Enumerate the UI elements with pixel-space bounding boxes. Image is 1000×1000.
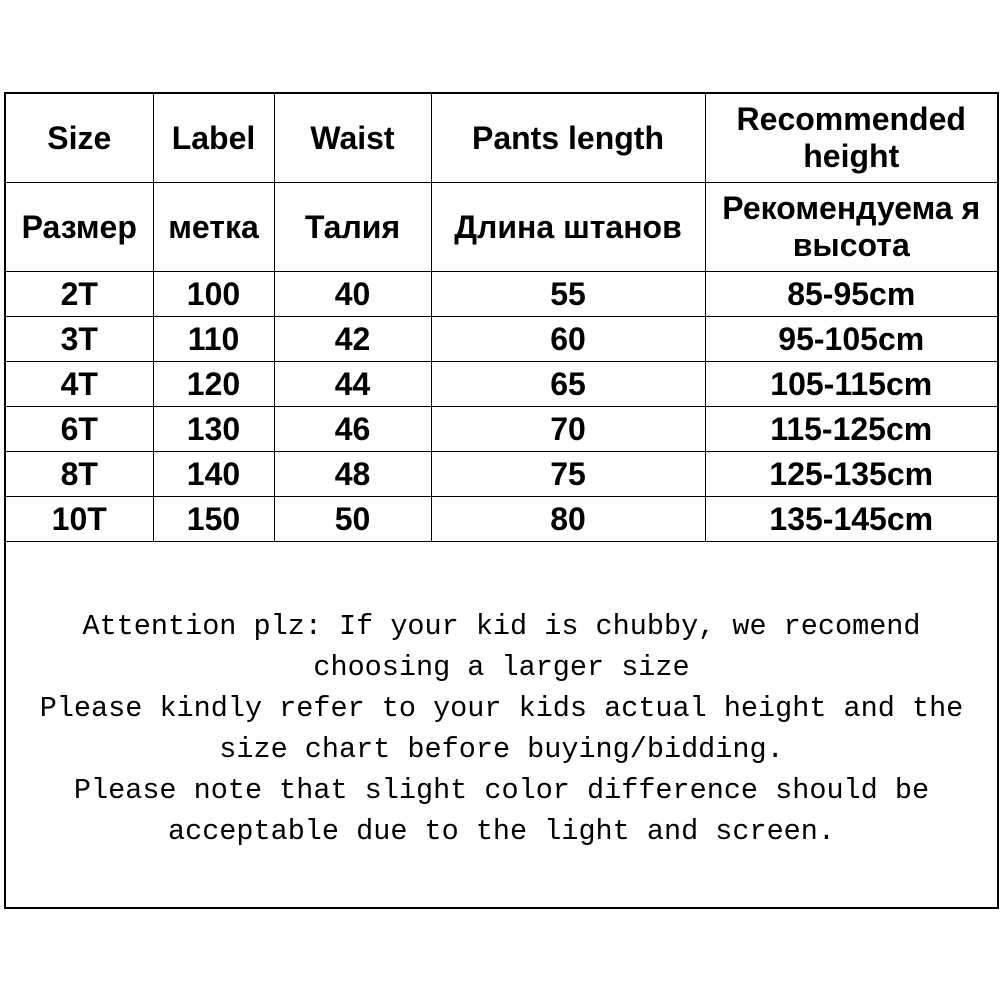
cell-pants-length: 65 xyxy=(431,362,705,407)
header-pants-length: Pants length xyxy=(431,94,705,183)
cell-pants-length: 75 xyxy=(431,452,705,497)
cell-pants-length: 80 xyxy=(431,497,705,542)
cell-size: 10T xyxy=(6,497,153,542)
table-row xyxy=(6,272,997,317)
cell-size: 3T xyxy=(6,317,153,362)
cell-label: 150 xyxy=(153,497,274,542)
cell-pants-length: 55 xyxy=(431,272,705,317)
cell-pants-length: 70 xyxy=(431,407,705,452)
table-row xyxy=(6,362,997,407)
cell-pants-length: 60 xyxy=(431,317,705,362)
header-row-russian xyxy=(6,183,997,272)
cell-recommended-height: 95-105cm xyxy=(705,317,997,362)
note-color-difference: Please note that slight color difference should be acceptable due to the light and screen. xyxy=(73,774,930,848)
cell-size: 2T xyxy=(6,272,153,317)
cell-recommended-height: 105-115cm xyxy=(705,362,997,407)
cell-waist: 50 xyxy=(274,497,431,542)
header-recommended-height-ru: Рекомендуема я высота xyxy=(705,183,997,272)
cell-size: 8T xyxy=(6,452,153,497)
header-row-english xyxy=(6,94,997,183)
cell-waist: 44 xyxy=(274,362,431,407)
cell-waist: 40 xyxy=(274,272,431,317)
cell-label: 130 xyxy=(153,407,274,452)
cell-recommended-height: 115-125cm xyxy=(705,407,997,452)
cell-recommended-height: 85-95cm xyxy=(705,272,997,317)
table-row xyxy=(6,317,997,362)
cell-size: 4T xyxy=(6,362,153,407)
cell-recommended-height: 125-135cm xyxy=(705,452,997,497)
cell-size: 6T xyxy=(6,407,153,452)
header-waist-ru: Талия xyxy=(274,183,431,272)
cell-label: 110 xyxy=(153,317,274,362)
cell-label: 120 xyxy=(153,362,274,407)
header-recommended-height: Recommended height xyxy=(705,94,997,183)
note-refer-height: Please kindly refer to your kids actual height and the size chart before buying/bidding. xyxy=(39,692,964,766)
cell-waist: 46 xyxy=(274,407,431,452)
cell-recommended-height: 135-145cm xyxy=(705,497,997,542)
header-label-ru: метка xyxy=(153,183,274,272)
cell-waist: 42 xyxy=(274,317,431,362)
table-row xyxy=(6,497,997,542)
size-chart xyxy=(4,92,999,909)
header-pants-length-ru: Длина штанов xyxy=(431,183,705,272)
size-table xyxy=(6,94,997,542)
cell-waist: 48 xyxy=(274,452,431,497)
cell-label: 140 xyxy=(153,452,274,497)
table-row xyxy=(6,452,997,497)
notes-section xyxy=(6,542,997,852)
header-label: Label xyxy=(153,94,274,183)
header-size-ru: Размер xyxy=(6,183,153,272)
cell-label: 100 xyxy=(153,272,274,317)
table-row xyxy=(6,407,997,452)
note-chubby: Attention plz: If your kid is chubby, we recomend choosing a larger size xyxy=(82,610,921,684)
header-size: Size xyxy=(6,94,153,183)
header-waist: Waist xyxy=(274,94,431,183)
